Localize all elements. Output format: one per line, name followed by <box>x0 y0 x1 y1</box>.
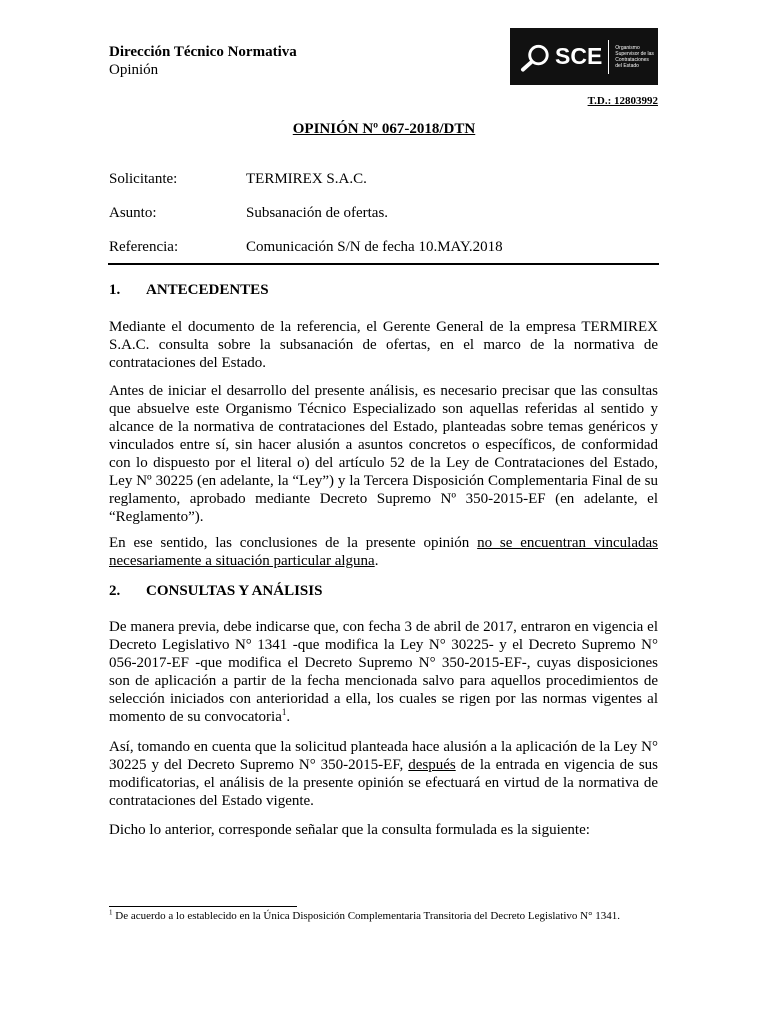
section-title: ANTECEDENTES <box>146 282 269 298</box>
magnifier-icon <box>520 42 553 72</box>
footnote-text: De acuerdo a lo establecido en la Única Disposición Complementaria Transitoria del Decreto Legislativo N° 1341. <box>112 910 621 922</box>
meta-row-asunto <box>109 205 503 239</box>
section-heading-antecedentes <box>109 282 269 299</box>
underlined-text: no se encuentran vinculadas necesariamente a situación particular alguna <box>109 535 658 569</box>
opinion-title: OPINIÓN Nº 067-2018/DTN <box>292 121 476 137</box>
paragraph-3: En ese sentido, las conclusiones de la presente opinión no se encuentran vinculadas necesariamente a situación particular alguna. <box>109 535 658 569</box>
meta-value: Subsanación de ofertas. <box>246 205 389 221</box>
footnote <box>109 910 658 923</box>
tramite-number: T.D.: 12803992 <box>587 95 658 107</box>
logo-wordmark: SCE <box>555 43 603 69</box>
meta-value: Comunicación S/N de fecha 10.MAY.2018 <box>246 239 503 255</box>
meta-label: Solicitante: <box>109 171 178 187</box>
footnote-reference[interactable]: 1 <box>281 707 287 717</box>
meta-row-solicitante <box>109 171 503 205</box>
footnote-divider <box>109 906 297 907</box>
document-type: Opinión <box>109 62 159 78</box>
meta-block <box>109 171 503 273</box>
meta-label: Asunto: <box>109 205 157 221</box>
meta-label: Referencia: <box>109 239 179 255</box>
paragraph-2: Antes de iniciar el desarrollo del presente análisis, es necesario precisar que las consultas que absuelve este Organismo Técnico Especializado son aquellas referidas al sentido y alcance de la normativa de contrataciones del Estado, planteadas sobre temas genéricos y vinculados entre sí, sin hacer alusión a asuntos concretos o específicos, de conformidad con lo dispuesto por el literal o) del artículo 52 de la Ley de Contrataciones del Estado, Ley Nº 30225 (en adelante, la “Ley”) y la Tercera Disposición Complementaria Final de su reglamento, aprobado mediante Decreto Supremo Nº 350-2015-EF (en adelante, el “Reglamento”). <box>109 383 658 525</box>
section-title: CONSULTAS Y ANÁLISIS <box>146 583 323 599</box>
department-name: Dirección Técnico Normativa <box>109 44 297 60</box>
paragraph-1: Mediante el documento de la referencia, el Gerente General de la empresa TERMIREX S.A.C. consulta sobre la subsanación de ofertas, en el marco de la normativa de contrataciones del Estado. <box>109 319 658 371</box>
logo-tagline: Organismo Supervisor de las Contrataciones del Estado <box>615 44 654 69</box>
paragraph-6: Dicho lo anterior, corresponde señalar que la consulta formulada es la siguiente: <box>109 822 590 838</box>
paragraph-4: De manera previa, debe indicarse que, con fecha 3 de abril de 2017, entraron en vigencia el Decreto Legislativo N° 1341 -que modifica la Ley N° 30225- y el Decreto Supremo N° 056-2017-EF -que modifica el Decreto Supremo N° 350-2015-EF-, cuyas disposiciones son de aplicación a partir de la fecha mencionada salvo para aquellos procedimientos de selección iniciados con anterioridad a ella, los cuales se rigen por las normas vigentes al momento de su convocatoria$^1$. <box>109 619 658 725</box>
section-number: 2. <box>109 583 121 599</box>
underlined-text: después <box>408 757 456 773</box>
section-number: 1. <box>109 282 121 298</box>
footnote-mark: 1 <box>109 908 113 917</box>
meta-row-referencia <box>109 239 503 273</box>
header-block <box>109 43 297 79</box>
osce-logo <box>510 28 658 85</box>
meta-value: TERMIREX S.A.C. <box>246 171 367 187</box>
header-divider <box>108 263 659 265</box>
section-heading-consultas <box>109 583 322 600</box>
paragraph-5: Así, tomando en cuenta que la solicitud planteada hace alusión a la aplicación de la Ley N° 30225 y del Decreto Supremo N° 350-2015-EF, después de la entrada en vigencia de sus modificatorias, el análisis de la presente opinión se efectuará en virtud de la normativa de contrataciones del Estado vigente. <box>109 739 658 809</box>
logo-divider <box>608 40 609 74</box>
